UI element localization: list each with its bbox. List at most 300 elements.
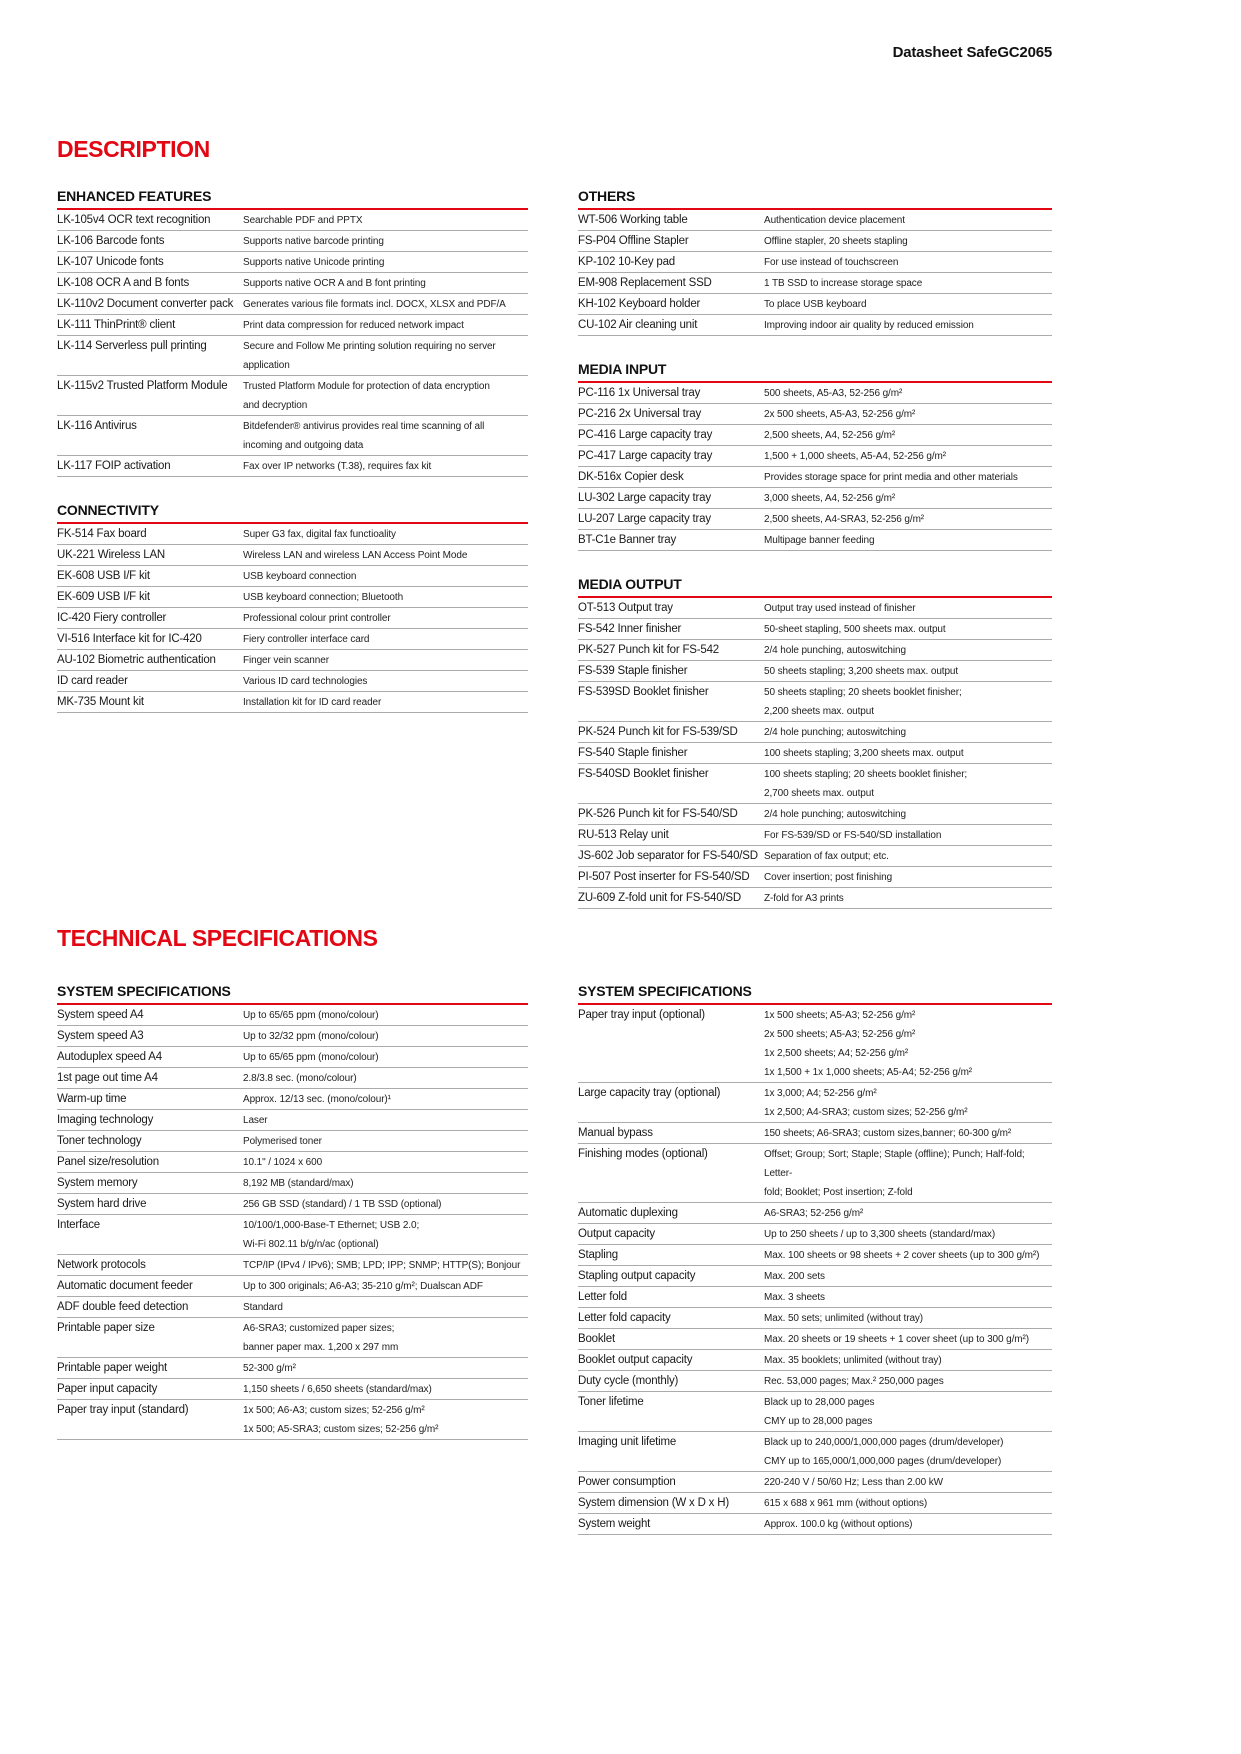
table-row bbox=[578, 467, 1052, 488]
row-value-line: Black up to 240,000/1,000,000 pages (drum/developer) bbox=[764, 1437, 1004, 1448]
row-value-line: 1x 3,000; A4; 52-256 g/m² bbox=[764, 1088, 877, 1099]
row-term: ID card reader bbox=[57, 675, 128, 687]
spec-table-enhanced-features bbox=[57, 188, 528, 477]
row-value-line: Supports native Unicode printing bbox=[243, 257, 385, 268]
row-term: LU-207 Large capacity tray bbox=[578, 513, 711, 525]
table-row bbox=[578, 294, 1052, 315]
row-value bbox=[243, 546, 528, 565]
row-term: Finishing modes (optional) bbox=[578, 1148, 708, 1160]
row-value-line: Supports native OCR A and B font printing bbox=[243, 278, 426, 289]
row-value-line: 2.8/3.8 sec. (mono/colour) bbox=[243, 1073, 357, 1084]
row-term: KH-102 Keyboard holder bbox=[578, 298, 701, 310]
row-term: LK-115v2 Trusted Platform Module bbox=[57, 380, 228, 392]
table-row bbox=[57, 692, 528, 713]
table-row bbox=[57, 315, 528, 336]
row-term: Duty cycle (monthly) bbox=[578, 1375, 679, 1387]
row-term: MK-735 Mount kit bbox=[57, 696, 144, 708]
row-value bbox=[764, 1124, 1052, 1143]
table-row bbox=[578, 509, 1052, 530]
row-term: ADF double feed detection bbox=[57, 1301, 189, 1313]
row-value-line: Up to 65/65 ppm (mono/colour) bbox=[243, 1010, 379, 1021]
row-term: PK-527 Punch kit for FS-542 bbox=[578, 644, 719, 656]
row-value bbox=[764, 868, 1052, 887]
table-row bbox=[578, 1432, 1052, 1472]
row-term: System hard drive bbox=[57, 1198, 147, 1210]
row-term: Interface bbox=[57, 1219, 100, 1231]
row-value bbox=[764, 1309, 1052, 1328]
table-row bbox=[578, 825, 1052, 846]
row-term: Imaging unit lifetime bbox=[578, 1436, 677, 1448]
row-value bbox=[764, 468, 1052, 487]
row-value bbox=[243, 1048, 528, 1067]
row-value-line: 2/4 hole punching; autoswitching bbox=[764, 727, 906, 738]
table-row bbox=[578, 619, 1052, 640]
row-value bbox=[243, 377, 528, 415]
row-term: Letter fold bbox=[578, 1291, 627, 1303]
table-row bbox=[57, 1173, 528, 1194]
row-value-line: Fax over IP networks (T.38), requires fax kit bbox=[243, 461, 432, 472]
row-value-line: Up to 32/32 ppm (mono/colour) bbox=[243, 1031, 379, 1042]
row-value-line: 50 sheets stapling; 20 sheets booklet finisher; bbox=[764, 687, 962, 698]
table-row bbox=[57, 336, 528, 376]
table-row bbox=[578, 1287, 1052, 1308]
row-value-line: 1,500 + 1,000 sheets, A5-A4, 52-256 g/m² bbox=[764, 451, 946, 462]
row-value bbox=[243, 211, 528, 230]
row-value-line: 2x 500 sheets; A5-A3; 52-256 g/m² bbox=[764, 1029, 916, 1040]
table-row bbox=[57, 608, 528, 629]
row-value bbox=[764, 1433, 1052, 1471]
row-value bbox=[764, 1372, 1052, 1391]
row-value bbox=[764, 826, 1052, 845]
table-row bbox=[57, 294, 528, 315]
row-value bbox=[764, 847, 1052, 866]
row-value-line: Installation kit for ID card reader bbox=[243, 697, 382, 708]
row-value-line: 10/100/1,000-Base-T Ethernet; USB 2.0; bbox=[243, 1220, 420, 1231]
row-value-line: Max. 200 sets bbox=[764, 1271, 825, 1282]
row-term: Manual bypass bbox=[578, 1127, 653, 1139]
row-term: LK-107 Unicode fonts bbox=[57, 256, 164, 268]
row-term: LK-108 OCR A and B fonts bbox=[57, 277, 190, 289]
row-value bbox=[243, 1359, 528, 1378]
row-value-line: Improving indoor air quality by reduced emission bbox=[764, 320, 974, 331]
row-term: System dimension (W x D x H) bbox=[578, 1497, 729, 1509]
row-value bbox=[243, 672, 528, 691]
row-term: AU-102 Biometric authentication bbox=[57, 654, 216, 666]
row-term: LK-116 Antivirus bbox=[57, 420, 137, 432]
table-row bbox=[57, 1255, 528, 1276]
row-value-line: fold; Booklet; Post insertion; Z-fold bbox=[764, 1187, 913, 1198]
row-value-line: Laser bbox=[243, 1115, 268, 1126]
row-term: Output capacity bbox=[578, 1228, 655, 1240]
row-value bbox=[764, 1494, 1052, 1513]
table-row bbox=[57, 252, 528, 273]
row-term: Paper input capacity bbox=[57, 1383, 158, 1395]
row-value-line: 1 TB SSD to increase storage space bbox=[764, 278, 923, 289]
row-term: FS-539SD Booklet finisher bbox=[578, 686, 709, 698]
table-row bbox=[578, 273, 1052, 294]
row-value-line: USB keyboard connection; Bluetooth bbox=[243, 592, 404, 603]
row-value-line: 52-300 g/m² bbox=[243, 1363, 296, 1374]
row-value-line: 1x 500 sheets; A5-A3; 52-256 g/m² bbox=[764, 1010, 916, 1021]
row-term: Stapling output capacity bbox=[578, 1270, 696, 1282]
row-term: FS-540 Staple finisher bbox=[578, 747, 688, 759]
description-left-column bbox=[57, 188, 528, 713]
row-term: PI-507 Post inserter for FS-540/SD bbox=[578, 871, 750, 883]
row-term: Stapling bbox=[578, 1249, 618, 1261]
row-term: Printable paper size bbox=[57, 1322, 155, 1334]
row-value bbox=[764, 232, 1052, 251]
table-row bbox=[57, 1089, 528, 1110]
row-value-line: and decryption bbox=[243, 400, 308, 411]
row-value bbox=[764, 1084, 1052, 1122]
row-value bbox=[764, 1225, 1052, 1244]
row-value-line: 2,500 sheets, A4-SRA3, 52-256 g/m² bbox=[764, 514, 925, 525]
table-row bbox=[57, 1297, 528, 1318]
row-value-line: 256 GB SSD (standard) / 1 TB SSD (optional) bbox=[243, 1199, 442, 1210]
table-row bbox=[57, 545, 528, 566]
row-value-line: Print data compression for reduced network impact bbox=[243, 320, 464, 331]
table-row bbox=[57, 1400, 528, 1440]
row-term: LK-106 Barcode fonts bbox=[57, 235, 165, 247]
row-value bbox=[243, 1380, 528, 1399]
table-row bbox=[57, 671, 528, 692]
row-value bbox=[243, 1216, 528, 1254]
row-value bbox=[764, 489, 1052, 508]
row-value bbox=[764, 253, 1052, 272]
row-value bbox=[764, 620, 1052, 639]
row-value bbox=[243, 1069, 528, 1088]
row-value-line: 100 sheets stapling; 3,200 sheets max. output bbox=[764, 748, 964, 759]
row-value bbox=[243, 1153, 528, 1172]
row-term: Booklet bbox=[578, 1333, 615, 1345]
table-row bbox=[578, 1083, 1052, 1123]
row-term: Large capacity tray (optional) bbox=[578, 1087, 721, 1099]
row-value-line: Provides storage space for print media and other materials bbox=[764, 472, 1018, 483]
row-value-line: USB keyboard connection bbox=[243, 571, 357, 582]
table-row bbox=[578, 888, 1052, 909]
row-value bbox=[764, 384, 1052, 403]
row-term: KP-102 10-Key pad bbox=[578, 256, 675, 268]
row-term: Printable paper weight bbox=[57, 1362, 168, 1374]
row-term: EK-609 USB I/F kit bbox=[57, 591, 150, 603]
row-term: Panel size/resolution bbox=[57, 1156, 159, 1168]
row-value bbox=[764, 662, 1052, 681]
row-value bbox=[764, 211, 1052, 230]
table-row bbox=[57, 1358, 528, 1379]
row-value bbox=[243, 1256, 528, 1275]
row-value-line: 2,700 sheets max. output bbox=[764, 788, 874, 799]
table-row bbox=[578, 425, 1052, 446]
row-value-line: Authentication device placement bbox=[764, 215, 905, 226]
row-value-line: Offset; Group; Sort; Staple; Staple (offline); Punch; Half-fold; Letter- bbox=[764, 1149, 1025, 1179]
row-value-line: A6-SRA3; customized paper sizes; bbox=[243, 1323, 395, 1334]
table-row bbox=[578, 1350, 1052, 1371]
row-value-line: CMY up to 165,000/1,000,000 pages (drum/developer) bbox=[764, 1456, 1002, 1467]
row-value bbox=[243, 1111, 528, 1130]
table-row bbox=[57, 1047, 528, 1068]
table-row bbox=[57, 1379, 528, 1400]
table-row bbox=[57, 1276, 528, 1297]
table-row bbox=[578, 1371, 1052, 1392]
row-value-line: 50-sheet stapling, 500 sheets max. output bbox=[764, 624, 946, 635]
row-value-line: Output tray used instead of finisher bbox=[764, 603, 916, 614]
row-term: DK-516x Copier desk bbox=[578, 471, 684, 483]
row-value bbox=[764, 1204, 1052, 1223]
row-value bbox=[764, 274, 1052, 293]
row-value bbox=[243, 316, 528, 335]
table-row bbox=[578, 530, 1052, 551]
table-row bbox=[578, 640, 1052, 661]
row-value bbox=[243, 1132, 528, 1151]
row-value bbox=[764, 1351, 1052, 1370]
row-value bbox=[764, 1515, 1052, 1534]
row-term: PC-417 Large capacity tray bbox=[578, 450, 713, 462]
row-value bbox=[764, 723, 1052, 742]
row-term: FK-514 Fax board bbox=[57, 528, 147, 540]
table-row bbox=[578, 764, 1052, 804]
row-value-line: 1x 2,500 sheets; A4; 52-256 g/m² bbox=[764, 1048, 909, 1059]
table-row bbox=[57, 1026, 528, 1047]
row-value-line: 1x 1,500 + 1x 1,000 sheets; A5-A4; 52-256 g/m² bbox=[764, 1067, 973, 1078]
table-row bbox=[578, 661, 1052, 682]
spec-table-connectivity bbox=[57, 502, 528, 713]
row-value-line: Max. 50 sets; unlimited (without tray) bbox=[764, 1313, 924, 1324]
row-term: LK-117 FOIP activation bbox=[57, 460, 171, 472]
row-value-line: 50 sheets stapling; 3,200 sheets max. output bbox=[764, 666, 959, 677]
row-value-line: Rec. 53,000 pages; Max.² 250,000 pages bbox=[764, 1376, 944, 1387]
table-row bbox=[57, 1110, 528, 1131]
row-value-line: Wireless LAN and wireless LAN Access Point Mode bbox=[243, 550, 468, 561]
row-value-line: Secure and Follow Me printing solution requiring no server application bbox=[243, 341, 496, 371]
row-value bbox=[764, 744, 1052, 763]
row-value bbox=[764, 641, 1052, 660]
row-value-line: 2/4 hole punching, autoswitching bbox=[764, 645, 906, 656]
table-row bbox=[57, 587, 528, 608]
table-row bbox=[57, 1152, 528, 1173]
row-value-line: 2/4 hole punching; autoswitching bbox=[764, 809, 906, 820]
row-value bbox=[764, 1288, 1052, 1307]
spec-table-media-input bbox=[578, 361, 1052, 551]
row-term: BT-C1e Banner tray bbox=[578, 534, 677, 546]
row-value bbox=[764, 1393, 1052, 1431]
row-value bbox=[764, 889, 1052, 908]
document-title: Datasheet SafeGC2065 bbox=[892, 44, 1052, 61]
row-term: OT-513 Output tray bbox=[578, 602, 673, 614]
row-value bbox=[764, 405, 1052, 424]
row-value bbox=[764, 805, 1052, 824]
row-value bbox=[764, 531, 1052, 550]
table-row bbox=[57, 416, 528, 456]
row-value-line: Cover insertion; post finishing bbox=[764, 872, 893, 883]
table-row bbox=[57, 566, 528, 587]
row-value-line: Professional colour print controller bbox=[243, 613, 391, 624]
row-term: VI-516 Interface kit for IC-420 bbox=[57, 633, 202, 645]
row-value-line: Up to 250 sheets / up to 3,300 sheets (standard/max) bbox=[764, 1229, 996, 1240]
row-value-line: 100 sheets stapling; 20 sheets booklet finisher; bbox=[764, 769, 968, 780]
row-value-line: Up to 300 originals; A6-A3; 35-210 g/m²; Dualscan ADF bbox=[243, 1281, 483, 1292]
table-row bbox=[578, 598, 1052, 619]
row-term: Automatic document feeder bbox=[57, 1280, 193, 1292]
row-value bbox=[243, 1174, 528, 1193]
table-row bbox=[578, 446, 1052, 467]
row-value-line: 220-240 V / 50/60 Hz; Less than 2.00 kW bbox=[764, 1477, 943, 1488]
row-value-line: banner paper max. 1,200 x 297 mm bbox=[243, 1342, 399, 1353]
row-value-line: 1x 500; A6-A3; custom sizes; 52-256 g/m² bbox=[243, 1405, 425, 1416]
row-value bbox=[243, 609, 528, 628]
row-term: ZU-609 Z-fold unit for FS-540/SD bbox=[578, 892, 741, 904]
row-value bbox=[243, 1401, 528, 1439]
row-term: LK-110v2 Document converter pack bbox=[57, 298, 234, 310]
row-value-line: Bitdefender® antivirus provides real time scanning of all bbox=[243, 421, 485, 432]
row-term: Toner technology bbox=[57, 1135, 142, 1147]
spec-table-title: SYSTEM SPECIFICATIONS bbox=[578, 983, 1052, 1005]
row-value bbox=[764, 1246, 1052, 1265]
table-row bbox=[578, 1308, 1052, 1329]
row-term: 1st page out time A4 bbox=[57, 1072, 158, 1084]
row-value bbox=[764, 1267, 1052, 1286]
row-value-line: 1,150 sheets / 6,650 sheets (standard/max) bbox=[243, 1384, 432, 1395]
row-value bbox=[243, 567, 528, 586]
row-term: PK-526 Punch kit for FS-540/SD bbox=[578, 808, 738, 820]
table-row bbox=[578, 1245, 1052, 1266]
row-term: Power consumption bbox=[578, 1476, 676, 1488]
row-value-line: Standard bbox=[243, 1302, 283, 1313]
row-term: JS-602 Job separator for FS-540/SD bbox=[578, 850, 758, 862]
row-term: EK-608 USB I/F kit bbox=[57, 570, 150, 582]
table-row bbox=[57, 456, 528, 477]
description-right-column bbox=[578, 188, 1052, 909]
row-value bbox=[243, 1006, 528, 1025]
row-value-line: Polymerised toner bbox=[243, 1136, 322, 1147]
table-row bbox=[578, 1392, 1052, 1432]
row-term: PC-416 Large capacity tray bbox=[578, 429, 713, 441]
row-value-line: Z-fold for A3 prints bbox=[764, 893, 844, 904]
row-value bbox=[764, 447, 1052, 466]
row-value-line: A6-SRA3; 52-256 g/m² bbox=[764, 1208, 864, 1219]
table-row bbox=[578, 846, 1052, 867]
table-row bbox=[57, 650, 528, 671]
row-value-line: Finger vein scanner bbox=[243, 655, 329, 666]
row-term: WT-506 Working table bbox=[578, 214, 688, 226]
row-value bbox=[243, 1298, 528, 1317]
row-value bbox=[764, 295, 1052, 314]
row-value bbox=[243, 1090, 528, 1109]
row-value bbox=[243, 525, 528, 544]
spec-table-system-specifications-left bbox=[57, 983, 528, 1440]
row-value bbox=[243, 274, 528, 293]
row-value-line: Max. 35 booklets; unlimited (without tray) bbox=[764, 1355, 942, 1366]
table-row bbox=[57, 273, 528, 294]
row-term: Paper tray input (optional) bbox=[578, 1009, 705, 1021]
row-term: RU-513 Relay unit bbox=[578, 829, 669, 841]
row-term: FS-542 Inner finisher bbox=[578, 623, 682, 635]
row-term: UK-221 Wireless LAN bbox=[57, 549, 166, 561]
technical-right-column bbox=[578, 983, 1052, 1535]
table-row bbox=[578, 1144, 1052, 1203]
section-heading-technical-specifications: TECHNICAL SPECIFICATIONS bbox=[57, 925, 378, 951]
row-value bbox=[243, 417, 528, 455]
row-value bbox=[764, 316, 1052, 335]
spec-table-title: MEDIA OUTPUT bbox=[578, 576, 1052, 598]
row-value-line: Generates various file formats incl. DOCX, XLSX and PDF/A bbox=[243, 299, 506, 310]
row-value bbox=[243, 232, 528, 251]
table-row bbox=[578, 1266, 1052, 1287]
row-value bbox=[243, 630, 528, 649]
row-term: Autoduplex speed A4 bbox=[57, 1051, 162, 1063]
table-row bbox=[57, 629, 528, 650]
row-value bbox=[243, 1277, 528, 1296]
table-row bbox=[57, 524, 528, 545]
row-term: FS-P04 Offline Stapler bbox=[578, 235, 689, 247]
row-value-line: Searchable PDF and PPTX bbox=[243, 215, 363, 226]
table-row bbox=[578, 743, 1052, 764]
row-value-line: Max. 20 sheets or 19 sheets + 1 cover sheet (up to 300 g/m²) bbox=[764, 1334, 1029, 1345]
spec-table-title: OTHERS bbox=[578, 188, 1052, 210]
row-value bbox=[243, 1027, 528, 1046]
table-row bbox=[578, 1329, 1052, 1350]
row-value bbox=[764, 1006, 1052, 1082]
row-value-line: 500 sheets, A5-A3, 52-256 g/m² bbox=[764, 388, 903, 399]
row-value-line: Approx. 12/13 sec. (mono/colour)¹ bbox=[243, 1094, 391, 1105]
row-value-line: 8,192 MB (standard/max) bbox=[243, 1178, 354, 1189]
row-value-line: 1x 500; A5-SRA3; custom sizes; 52-256 g/m² bbox=[243, 1424, 439, 1435]
table-row bbox=[578, 1514, 1052, 1535]
row-term: Warm-up time bbox=[57, 1093, 127, 1105]
row-value bbox=[764, 1330, 1052, 1349]
table-row bbox=[578, 231, 1052, 252]
table-row bbox=[57, 1318, 528, 1358]
row-value-line: 615 x 688 x 961 mm (without options) bbox=[764, 1498, 928, 1509]
row-value bbox=[764, 510, 1052, 529]
spec-table-title: MEDIA INPUT bbox=[578, 361, 1052, 383]
row-value-line: For FS-539/SD or FS-540/SD installation bbox=[764, 830, 942, 841]
row-term: IC-420 Fiery controller bbox=[57, 612, 167, 624]
table-row bbox=[578, 252, 1052, 273]
row-term: Network protocols bbox=[57, 1259, 146, 1271]
table-row bbox=[57, 1194, 528, 1215]
row-value bbox=[243, 651, 528, 670]
row-term: Booklet output capacity bbox=[578, 1354, 693, 1366]
row-value-line: 2x 500 sheets, A5-A3, 52-256 g/m² bbox=[764, 409, 916, 420]
row-value-line: Super G3 fax, digital fax functioality bbox=[243, 529, 396, 540]
row-value bbox=[764, 765, 1052, 803]
row-value bbox=[243, 337, 528, 375]
table-row bbox=[57, 210, 528, 231]
row-value bbox=[764, 1473, 1052, 1492]
row-value bbox=[243, 693, 528, 712]
table-row bbox=[578, 1472, 1052, 1493]
spec-table-title: SYSTEM SPECIFICATIONS bbox=[57, 983, 528, 1005]
row-value-line: To place USB keyboard bbox=[764, 299, 867, 310]
spec-table-system-specifications-right bbox=[578, 983, 1052, 1535]
row-value bbox=[243, 295, 528, 314]
table-row bbox=[57, 1005, 528, 1026]
table-row bbox=[57, 231, 528, 252]
row-value bbox=[764, 599, 1052, 618]
table-row bbox=[57, 376, 528, 416]
row-value-line: 1x 2,500; A4-SRA3; custom sizes; 52-256 g/m² bbox=[764, 1107, 968, 1118]
row-term: System memory bbox=[57, 1177, 138, 1189]
row-value-line: Offline stapler, 20 sheets stapling bbox=[764, 236, 908, 247]
row-value-line: TCP/IP (IPv4 / IPv6); SMB; LPD; IPP; SNMP; HTTP(S); Bonjour bbox=[243, 1260, 521, 1271]
row-value-line: Max. 3 sheets bbox=[764, 1292, 825, 1303]
table-row bbox=[578, 383, 1052, 404]
row-value-line: 3,000 sheets, A4, 52-256 g/m² bbox=[764, 493, 896, 504]
row-value-line: Supports native barcode printing bbox=[243, 236, 384, 247]
row-term: System speed A4 bbox=[57, 1009, 144, 1021]
row-term: LK-114 Serverless pull printing bbox=[57, 340, 207, 352]
row-value bbox=[764, 1145, 1052, 1202]
